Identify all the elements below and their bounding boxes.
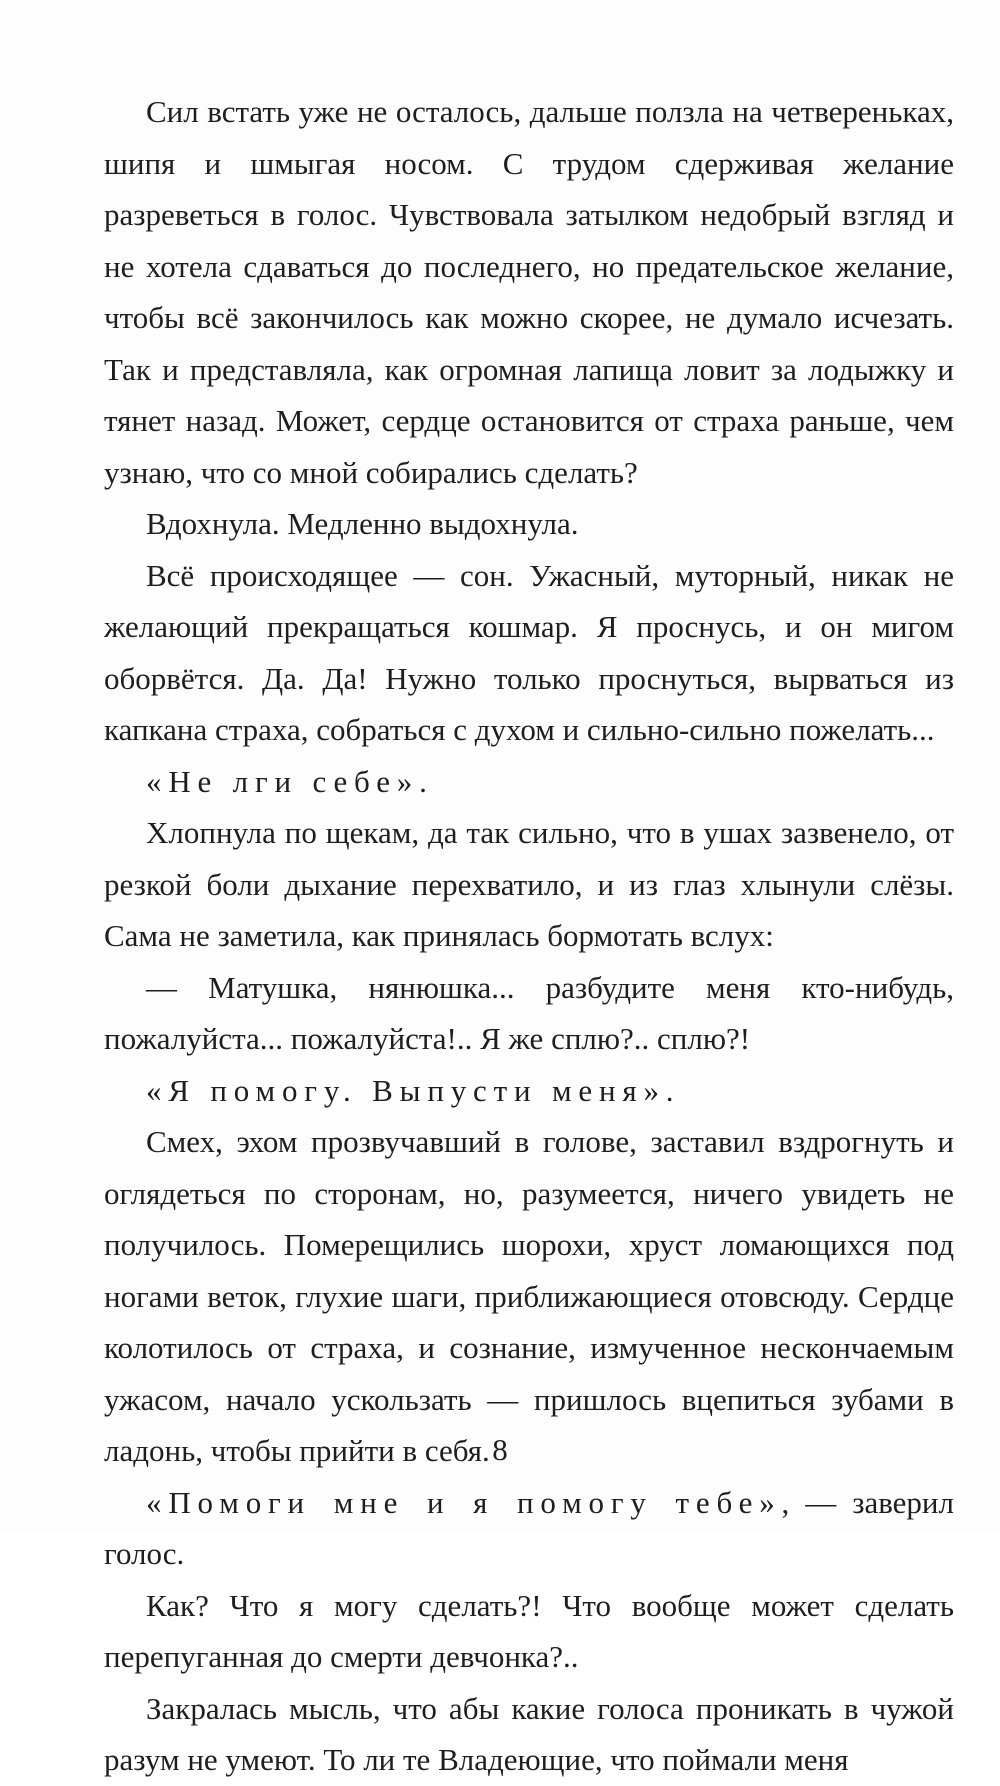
paragraph-4: Хлопнула по щекам, да так сильно, что в ушах зазвенело, от резкой боли дыхание перехватило, и из глаз хлынули слёзы. Сама не заметила, как принялась бормотать вслух: <box>104 815 954 953</box>
paragraph-7: Как? Что я могу сделать?! Что вообще может сделать перепуганная до смерти девчонка?.. <box>104 1587 954 1674</box>
paragraph-2: Вдохнула. Медленно выдохнула. <box>146 506 579 541</box>
paragraph-6: Смех, эхом прозвучавший в голове, заставил вздрогнуть и оглядеться по сторонам, но, разумеется, ничего увидеть не получилось. Померещились шорохи, хруст ломающихся под ногами веток, глухие шаги, приближающиеся отовсюду. Сердце колотилось от страха, и сознание, измученное нескончаемым ужасом, начало ускользать — пришлось вцепиться зубами в ладонь, чтобы прийти в себя. <box>104 1124 954 1468</box>
voice-line-3 <box>104 1477 954 1580</box>
paragraph-3: Всё происходящее — сон. Ужасный, муторный, никак не желающий прекращаться кошмар. Я проснусь, и он мигом оборвётся. Да. Да! Нужно только проснуться, вырваться из капкана страха, собраться с духом и сильно-сильно пожелать... <box>104 557 954 747</box>
page-text <box>104 86 954 1786</box>
voice-line-2 <box>104 1065 954 1117</box>
paragraph-1: Сил встать уже не осталось, дальше ползла на четвереньках, шипя и шмыгая носом. С трудом сдерживая желание разреветься в голос. Чувствовала затылком недобрый взгляд и не хотела сдаваться до последнего, но предательское желание, чтобы всё закончилось как можно скорее, не думало исчезать. Так и представляла, как огромная лапища ловит за лодыжку и тянет назад. Может, сердце остановится от страха раньше, чем узнаю, что со мной собирались сделать? <box>104 94 954 490</box>
paragraph-5: — Матушка, нянюшка... разбудите меня кто-нибудь, пожалуйста... пожалуйста!.. Я же сплю?.. сплю?! <box>104 969 954 1056</box>
voice-quote-3: «Помоги мне и я помогу тебе» <box>146 1484 782 1520</box>
paragraph-8: Закралась мысль, что абы какие голоса проникать в чужой разум не умеют. То ли те Владеющие, что поймали меня <box>104 1690 954 1777</box>
voice-quote-3-attribution: , — заверил голос. <box>104 1484 954 1571</box>
voice-quote-1: «Не лги себе». <box>146 763 434 799</box>
page-number: 8 <box>492 1432 508 1467</box>
voice-line-1 <box>104 756 954 808</box>
voice-quote-2: «Я помогу. Выпусти меня». <box>146 1072 681 1108</box>
